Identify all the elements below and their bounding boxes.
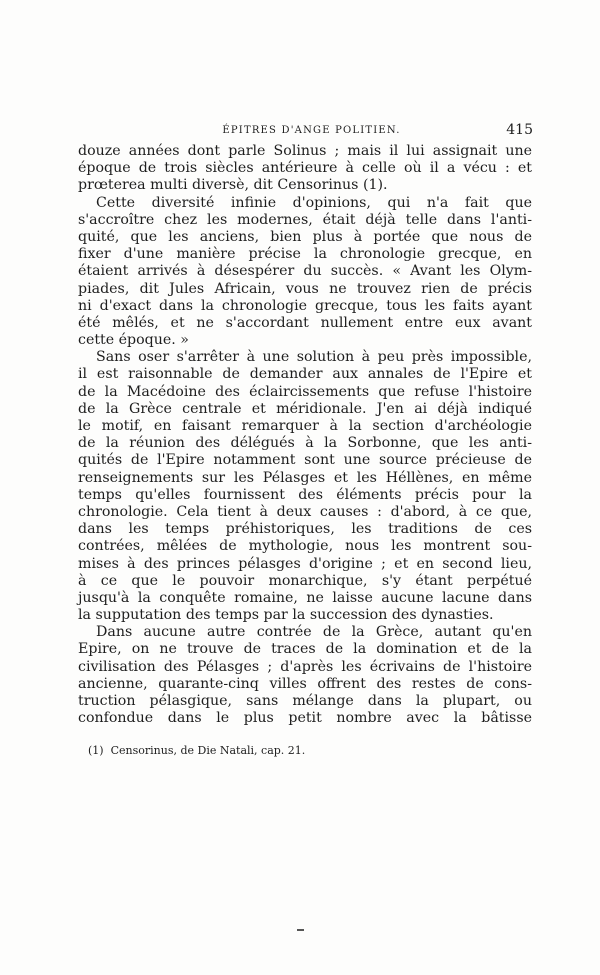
text-line: contrées, mêlées de mythologie, nous les montrent sou- [78, 538, 532, 555]
text-line: époque de trois siècles antérieure à celle où il a vécu : et [78, 160, 532, 177]
text-line: le motif, en faisant remarquer à la section d'archéologie [78, 418, 532, 434]
text-line: ancienne, quarante-cinq villes offrent des restes de cons- [78, 675, 532, 692]
text-line: de la réunion des délégués à la Sorbonne, que les anti- [78, 435, 532, 452]
text-line: jusqu'à la conquête romaine, ne laisse aucune lacune dans [78, 589, 532, 606]
text-line: truction pélasgique, sans mélange dans la plupart, ou [78, 693, 532, 709]
text-line: quité, que les anciens, bien plus à portée que nous de [78, 228, 532, 245]
text-line: la supputation des temps par la succession des dynasties. [78, 607, 494, 624]
text-line: fixer d'une manière précise la chronologie grecque, en [78, 246, 532, 263]
text-line: temps qu'elles fournissent des éléments précis pour la [78, 486, 532, 503]
text-line: de la Grèce centrale et méridionale. J'en ai déjà indiqué [78, 400, 532, 417]
text-line: étaient arrivés à désespérer du succès. « Avant les Olym- [78, 263, 532, 280]
footnote-text: Censorinus, de Die Natali, cap. 21. [110, 744, 306, 757]
text-line: piades, dit Jules Africain, vous ne trouvez rien de précis [78, 280, 532, 297]
running-title: ÉPITRES D'ANGE POLITIEN. [222, 125, 401, 136]
text-line: renseignements sur les Pélasges et les Héllènes, en même [78, 469, 532, 486]
text-line: confondue dans le plus petit nombre avec la bâtisse [78, 710, 532, 727]
body-text [78, 143, 532, 727]
text-line: mises à des princes pélasges d'origine ; et en second lieu, [78, 555, 532, 572]
text-line: cette époque. » [78, 332, 189, 349]
text-line: s'accroître chez les modernes, était déjà telle dans l'anti- [78, 211, 532, 228]
text-line: quités de l'Epire notamment sont une source précieuse de [78, 452, 532, 469]
page-number: 415 [506, 122, 533, 138]
running-header [78, 123, 533, 141]
paragraph-first-line: Sans oser s'arrêter à une solution à peu près impossible, [96, 349, 532, 366]
footnote [88, 744, 305, 757]
text-line: ni d'exact dans la chronologie grecque, tous les faits ayant [78, 297, 532, 314]
print-mark [297, 929, 304, 931]
footnote-mark: (1) [88, 744, 104, 757]
text-line: de la Macédoine des éclaircissements que refuse l'histoire [78, 383, 532, 400]
text-line: prœterea multi diversè, dit Censorinus (1). [78, 177, 388, 194]
paragraph-first-line: Cette diversité infinie d'opinions, qui n'a fait que [96, 194, 532, 211]
text-line: à ce que le pouvoir monarchique, s'y étant perpétué [78, 572, 532, 589]
text-line: civilisation des Pélasges ; d'après les écrivains de l'histoire [78, 658, 532, 675]
paragraph-first-line: Dans aucune autre contrée de la Grèce, autant qu'en [96, 624, 532, 641]
text-line: il est raisonnable de demander aux annales de l'Epire et [78, 366, 532, 383]
text-line: douze années dont parle Solinus ; mais il lui assignait une [78, 143, 532, 159]
text-line: Epire, on ne trouve de traces de la domination et de la [78, 641, 532, 658]
text-line: été mêlés, et ne s'accordant nullement entre eux avant [78, 314, 532, 331]
text-line: chronologie. Cela tient à deux causes : d'abord, à ce que, [78, 503, 532, 520]
text-line: dans les temps préhistoriques, les traditions de ces [78, 521, 532, 538]
